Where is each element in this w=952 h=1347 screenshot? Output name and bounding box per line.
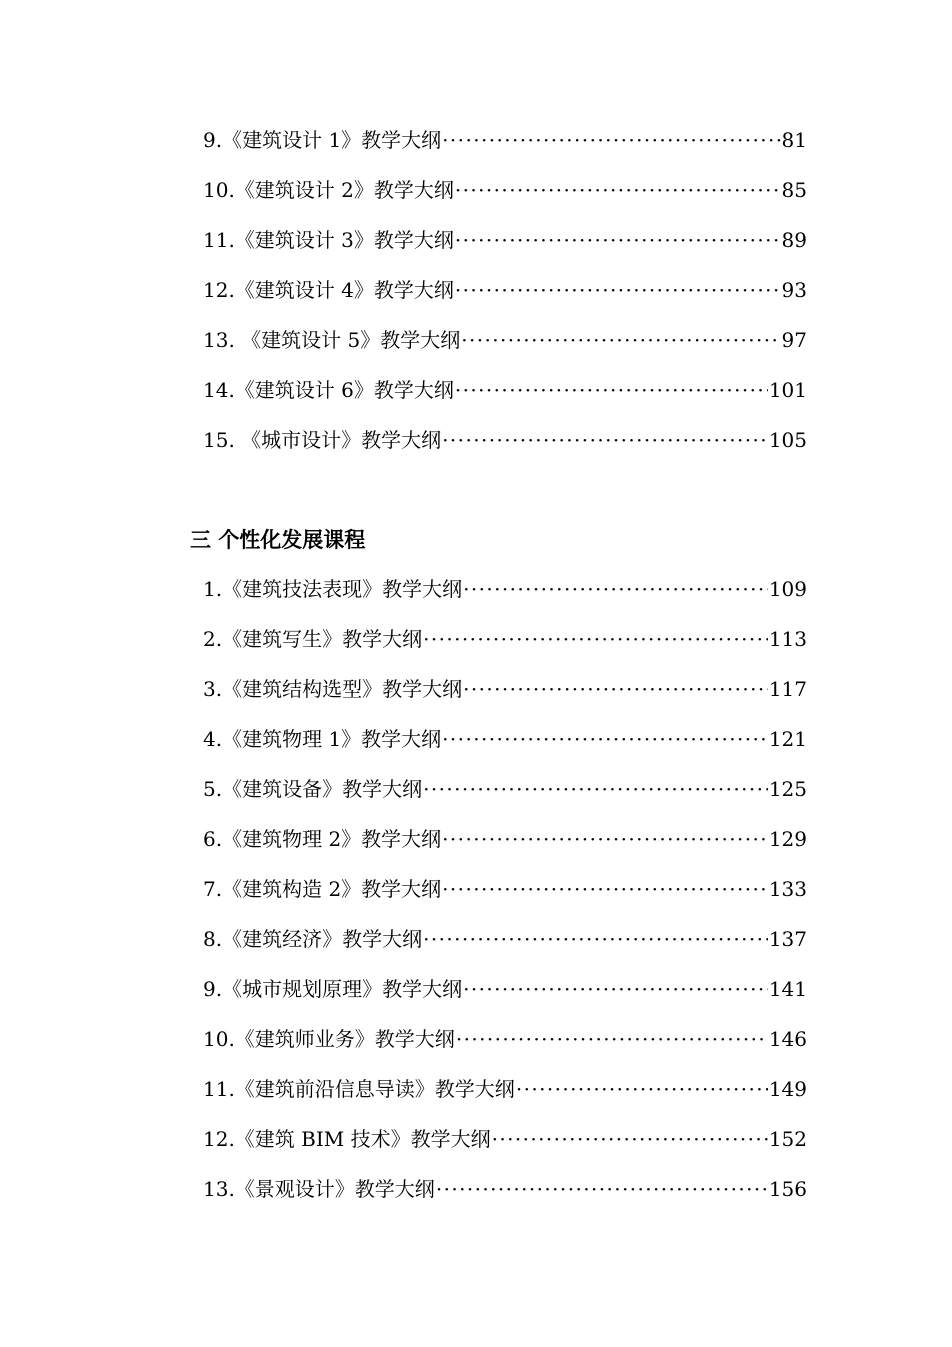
dot-leader (442, 721, 768, 757)
toc-entry[interactable] (203, 1121, 807, 1171)
toc-entry-page: 121 (768, 727, 807, 751)
toc-entry-title: 13.《景观设计》教学大纲 (203, 1177, 435, 1201)
toc-entry-page: 109 (768, 577, 807, 601)
dot-leader (442, 422, 768, 458)
toc-list-personalized-courses (203, 571, 807, 1221)
dot-leader (516, 1071, 768, 1107)
toc-entry-page: 156 (768, 1177, 807, 1201)
toc-entry[interactable] (203, 322, 807, 372)
dot-leader (436, 1171, 768, 1207)
toc-entry[interactable] (203, 272, 807, 322)
toc-entry-page: 93 (781, 278, 807, 302)
dot-leader (455, 372, 768, 408)
dot-leader (423, 621, 768, 657)
dot-leader (456, 1021, 768, 1057)
toc-entry-page: 117 (768, 677, 807, 701)
toc-entry-title: 1.《建筑技法表现》教学大纲 (203, 577, 463, 601)
dot-leader (423, 921, 768, 957)
dot-leader (442, 871, 768, 907)
toc-entry[interactable] (203, 1021, 807, 1071)
toc-entry[interactable] (203, 671, 807, 721)
toc-entry-page: 105 (768, 428, 807, 452)
toc-entry[interactable] (203, 1171, 807, 1221)
toc-entry-title: 12.《建筑设计 4》教学大纲 (203, 278, 454, 302)
toc-entry[interactable] (203, 222, 807, 272)
dot-leader (492, 1121, 768, 1157)
toc-entry[interactable] (203, 921, 807, 971)
dot-leader (455, 172, 781, 208)
toc-entry-page: 129 (768, 827, 807, 851)
dot-leader (463, 671, 768, 707)
toc-entry[interactable] (203, 172, 807, 222)
toc-entry[interactable] (203, 1071, 807, 1121)
toc-entry-page: 152 (768, 1127, 807, 1151)
toc-entry-title: 14.《建筑设计 6》教学大纲 (203, 378, 454, 402)
section-heading: 三 个性化发展课程 (190, 528, 366, 552)
toc-entry-page: 113 (768, 627, 807, 651)
toc-entry-title: 7.《建筑构造 2》教学大纲 (203, 877, 442, 901)
dot-leader (455, 272, 781, 308)
toc-entry[interactable] (203, 771, 807, 821)
dot-leader (461, 322, 780, 358)
toc-entry-title: 12.《建筑 BIM 技术》教学大纲 (203, 1127, 491, 1151)
toc-entry-page: 85 (781, 178, 807, 202)
toc-entry-page: 141 (768, 977, 807, 1001)
toc-entry-title: 10.《建筑设计 2》教学大纲 (203, 178, 454, 202)
dot-leader (455, 222, 781, 258)
toc-entry[interactable] (203, 422, 807, 472)
dot-leader (442, 122, 780, 158)
dot-leader (442, 821, 768, 857)
toc-entry-title: 13. 《建筑设计 5》教学大纲 (203, 328, 461, 352)
dot-leader (463, 971, 768, 1007)
toc-entry[interactable] (203, 971, 807, 1021)
toc-entry-title: 3.《建筑结构选型》教学大纲 (203, 677, 463, 701)
toc-entry-title: 8.《建筑经济》教学大纲 (203, 927, 423, 951)
toc-entry-page: 89 (781, 228, 807, 252)
toc-entry-title: 6.《建筑物理 2》教学大纲 (203, 827, 442, 851)
toc-entry-page: 133 (768, 877, 807, 901)
toc-entry[interactable] (203, 621, 807, 671)
toc-entry[interactable] (203, 571, 807, 621)
toc-list-design-courses (203, 122, 807, 472)
toc-entry[interactable] (203, 372, 807, 422)
toc-entry-title: 5.《建筑设备》教学大纲 (203, 777, 423, 801)
toc-entry-title: 11.《建筑设计 3》教学大纲 (203, 228, 454, 252)
toc-entry-title: 9.《建筑设计 1》教学大纲 (203, 128, 442, 152)
toc-entry-title: 2.《建筑写生》教学大纲 (203, 627, 423, 651)
toc-entry-page: 81 (781, 128, 807, 152)
toc-entry-title: 9.《城市规划原理》教学大纲 (203, 977, 463, 1001)
toc-entry-page: 101 (768, 378, 807, 402)
toc-entry[interactable] (203, 821, 807, 871)
dot-leader (463, 571, 768, 607)
toc-entry-page: 97 (781, 328, 807, 352)
toc-entry[interactable] (203, 871, 807, 921)
toc-entry-page: 137 (768, 927, 807, 951)
toc-entry-page: 146 (768, 1027, 807, 1051)
dot-leader (423, 771, 768, 807)
toc-entry-title: 4.《建筑物理 1》教学大纲 (203, 727, 442, 751)
toc-entry[interactable] (203, 122, 807, 172)
toc-entry-page: 149 (768, 1077, 807, 1101)
toc-entry-title: 10.《建筑师业务》教学大纲 (203, 1027, 455, 1051)
toc-entry[interactable] (203, 721, 807, 771)
toc-entry-title: 11.《建筑前沿信息导读》教学大纲 (203, 1077, 515, 1101)
toc-entry-title: 15. 《城市设计》教学大纲 (203, 428, 442, 452)
toc-entry-page: 125 (768, 777, 807, 801)
